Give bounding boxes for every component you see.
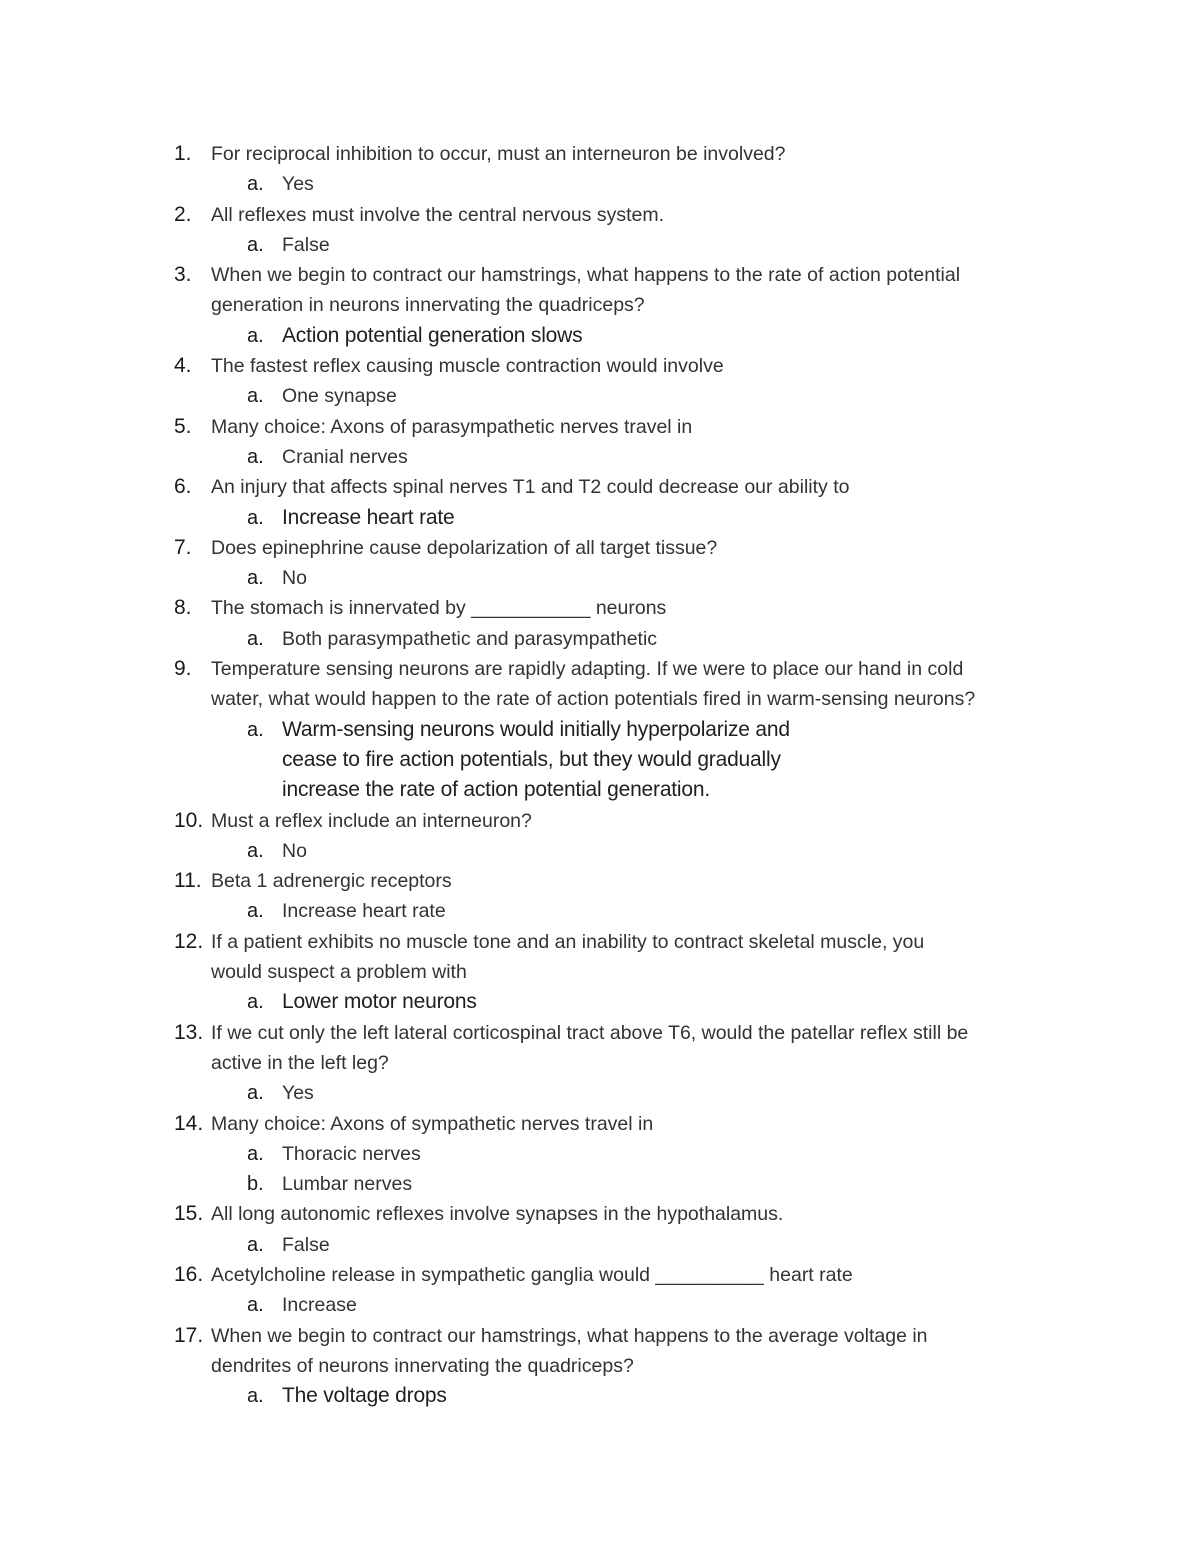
answer-label: a. [247, 839, 264, 862]
question-text: Must a reflex include an interneuron? [211, 809, 532, 832]
question-item [0, 866, 1200, 896]
answer-item [0, 836, 1200, 866]
question-number: 1. [174, 142, 192, 165]
answer-text: Yes [282, 1082, 314, 1105]
question-number: 4. [174, 354, 192, 378]
answer-text: Warm-sensing neurons would initially hyperpolarize and cease to fire action potentials, but they would gradually increase the rate of action potential generation. [282, 717, 790, 802]
question-item [0, 1018, 1200, 1079]
answer-text: Yes [282, 173, 314, 196]
question-item [0, 533, 1200, 563]
answer-label: b. [247, 1173, 264, 1196]
question-item [0, 1109, 1200, 1139]
answer-item [0, 1381, 1200, 1411]
question-number: 17. [174, 1323, 204, 1347]
question-text: Many choice: Axons of parasympathetic nerves travel in [211, 415, 693, 438]
question-number: 10. [174, 808, 204, 832]
question-text: An injury that affects spinal nerves T1 and T2 could decrease our ability to [211, 476, 850, 499]
question-text: The stomach is innervated by ___________ neurons [211, 597, 667, 620]
answer-text: No [282, 567, 307, 590]
question-text: Many choice: Axons of sympathetic nerves travel in [211, 1112, 654, 1135]
question-item [0, 351, 1200, 381]
answer-item [0, 1230, 1200, 1260]
question-number: 3. [174, 263, 192, 287]
answer-label: a. [247, 1233, 264, 1256]
answer-text: Increase heart rate [282, 505, 455, 529]
answer-label: a. [247, 173, 264, 196]
answer-item [0, 1139, 1200, 1169]
question-item [0, 412, 1200, 442]
answer-item [0, 442, 1200, 472]
answer-text: The voltage drops [282, 1384, 447, 1408]
answer-item [0, 1290, 1200, 1320]
question-text: If we cut only the left lateral corticospinal tract above T6, would the patellar reflex still be active in the left leg? [211, 1021, 969, 1074]
question-text: When we begin to contract our hamstrings, what happens to the average voltage in dendrites of neurons innervating the quadriceps? [211, 1324, 928, 1377]
answer-text: No [282, 839, 307, 862]
answer-item [0, 715, 1200, 806]
question-item [0, 200, 1200, 230]
answer-label: a. [247, 324, 264, 347]
question-number: 13. [174, 1020, 204, 1044]
answer-text: False [282, 233, 330, 256]
answer-item [0, 321, 1200, 351]
question-number: 5. [174, 414, 192, 438]
answer-item [0, 624, 1200, 654]
question-text: Acetylcholine release in sympathetic ganglia would __________ heart rate [211, 1263, 853, 1286]
question-number: 6. [174, 475, 192, 499]
question-text: For reciprocal inhibition to occur, must an interneuron be involved? [211, 143, 786, 165]
answer-label: a. [247, 1142, 264, 1165]
answer-item [0, 1169, 1200, 1199]
answer-label: a. [247, 1082, 264, 1105]
answer-label: a. [247, 718, 264, 741]
question-item [0, 1199, 1200, 1229]
question-item [0, 1321, 1200, 1382]
question-number: 12. [174, 929, 204, 953]
answer-text: False [282, 1233, 330, 1256]
question-number: 16. [174, 1262, 204, 1286]
question-item [0, 472, 1200, 502]
answer-item [0, 987, 1200, 1017]
answer-label: a. [247, 385, 264, 408]
answer-item [0, 563, 1200, 593]
question-number: 2. [174, 202, 192, 226]
question-text: Temperature sensing neurons are rapidly adapting. If we were to place our hand in cold water, what would happen to the rate of action potentials fired in warm-sensing neurons? [211, 658, 976, 711]
question-number: 7. [174, 535, 192, 559]
question-item [0, 139, 1200, 169]
question-text: All long autonomic reflexes involve synapses in the hypothalamus. [211, 1203, 784, 1226]
answer-label: a. [247, 445, 264, 468]
answer-text: One synapse [282, 385, 397, 408]
answer-text: Lumbar nerves [282, 1173, 413, 1196]
question-number: 11. [174, 869, 202, 893]
question-text: Does epinephrine cause depolarization of all target tissue? [211, 536, 718, 559]
answer-label: a. [247, 627, 264, 650]
question-item [0, 1260, 1200, 1290]
answer-label: a. [247, 1385, 264, 1408]
answer-label: a. [247, 1294, 264, 1317]
question-item [0, 806, 1200, 836]
question-text: When we begin to contract our hamstrings, what happens to the rate of action potential generation in neurons innervating the quadriceps? [211, 264, 961, 317]
answer-text: Cranial nerves [282, 445, 408, 468]
answer-item [0, 1078, 1200, 1108]
answer-text: Increase heart rate [282, 900, 446, 923]
answer-item [0, 169, 1200, 199]
question-item [0, 654, 1200, 715]
question-item [0, 927, 1200, 988]
question-number: 15. [174, 1202, 204, 1226]
answer-label: a. [247, 991, 264, 1014]
answer-label: a. [247, 506, 264, 529]
question-number: 14. [174, 1111, 204, 1135]
question-number: 9. [174, 657, 192, 681]
question-list [0, 139, 1200, 1411]
answer-item [0, 503, 1200, 533]
answer-label: a. [247, 233, 264, 256]
question-item [0, 260, 1200, 321]
answer-item [0, 230, 1200, 260]
question-number: 8. [174, 596, 192, 620]
question-item [0, 593, 1200, 623]
question-text: All reflexes must involve the central nervous system. [211, 203, 665, 226]
answer-item [0, 381, 1200, 411]
question-text: If a patient exhibits no muscle tone and an inability to contract skeletal muscle, you would suspect a problem with [211, 930, 925, 984]
answer-label: a. [247, 900, 264, 923]
answer-text: Thoracic nerves [282, 1142, 421, 1165]
answer-text: Both parasympathetic and parasympathetic [282, 627, 658, 650]
answer-label: a. [247, 567, 264, 590]
answer-item [0, 896, 1200, 926]
answer-text: Increase [282, 1294, 357, 1317]
question-text: The fastest reflex causing muscle contraction would involve [211, 355, 724, 378]
answer-text: Action potential generation slows [282, 323, 583, 347]
answer-text: Lower motor neurons [282, 990, 477, 1014]
question-text: Beta 1 adrenergic receptors [211, 870, 452, 893]
